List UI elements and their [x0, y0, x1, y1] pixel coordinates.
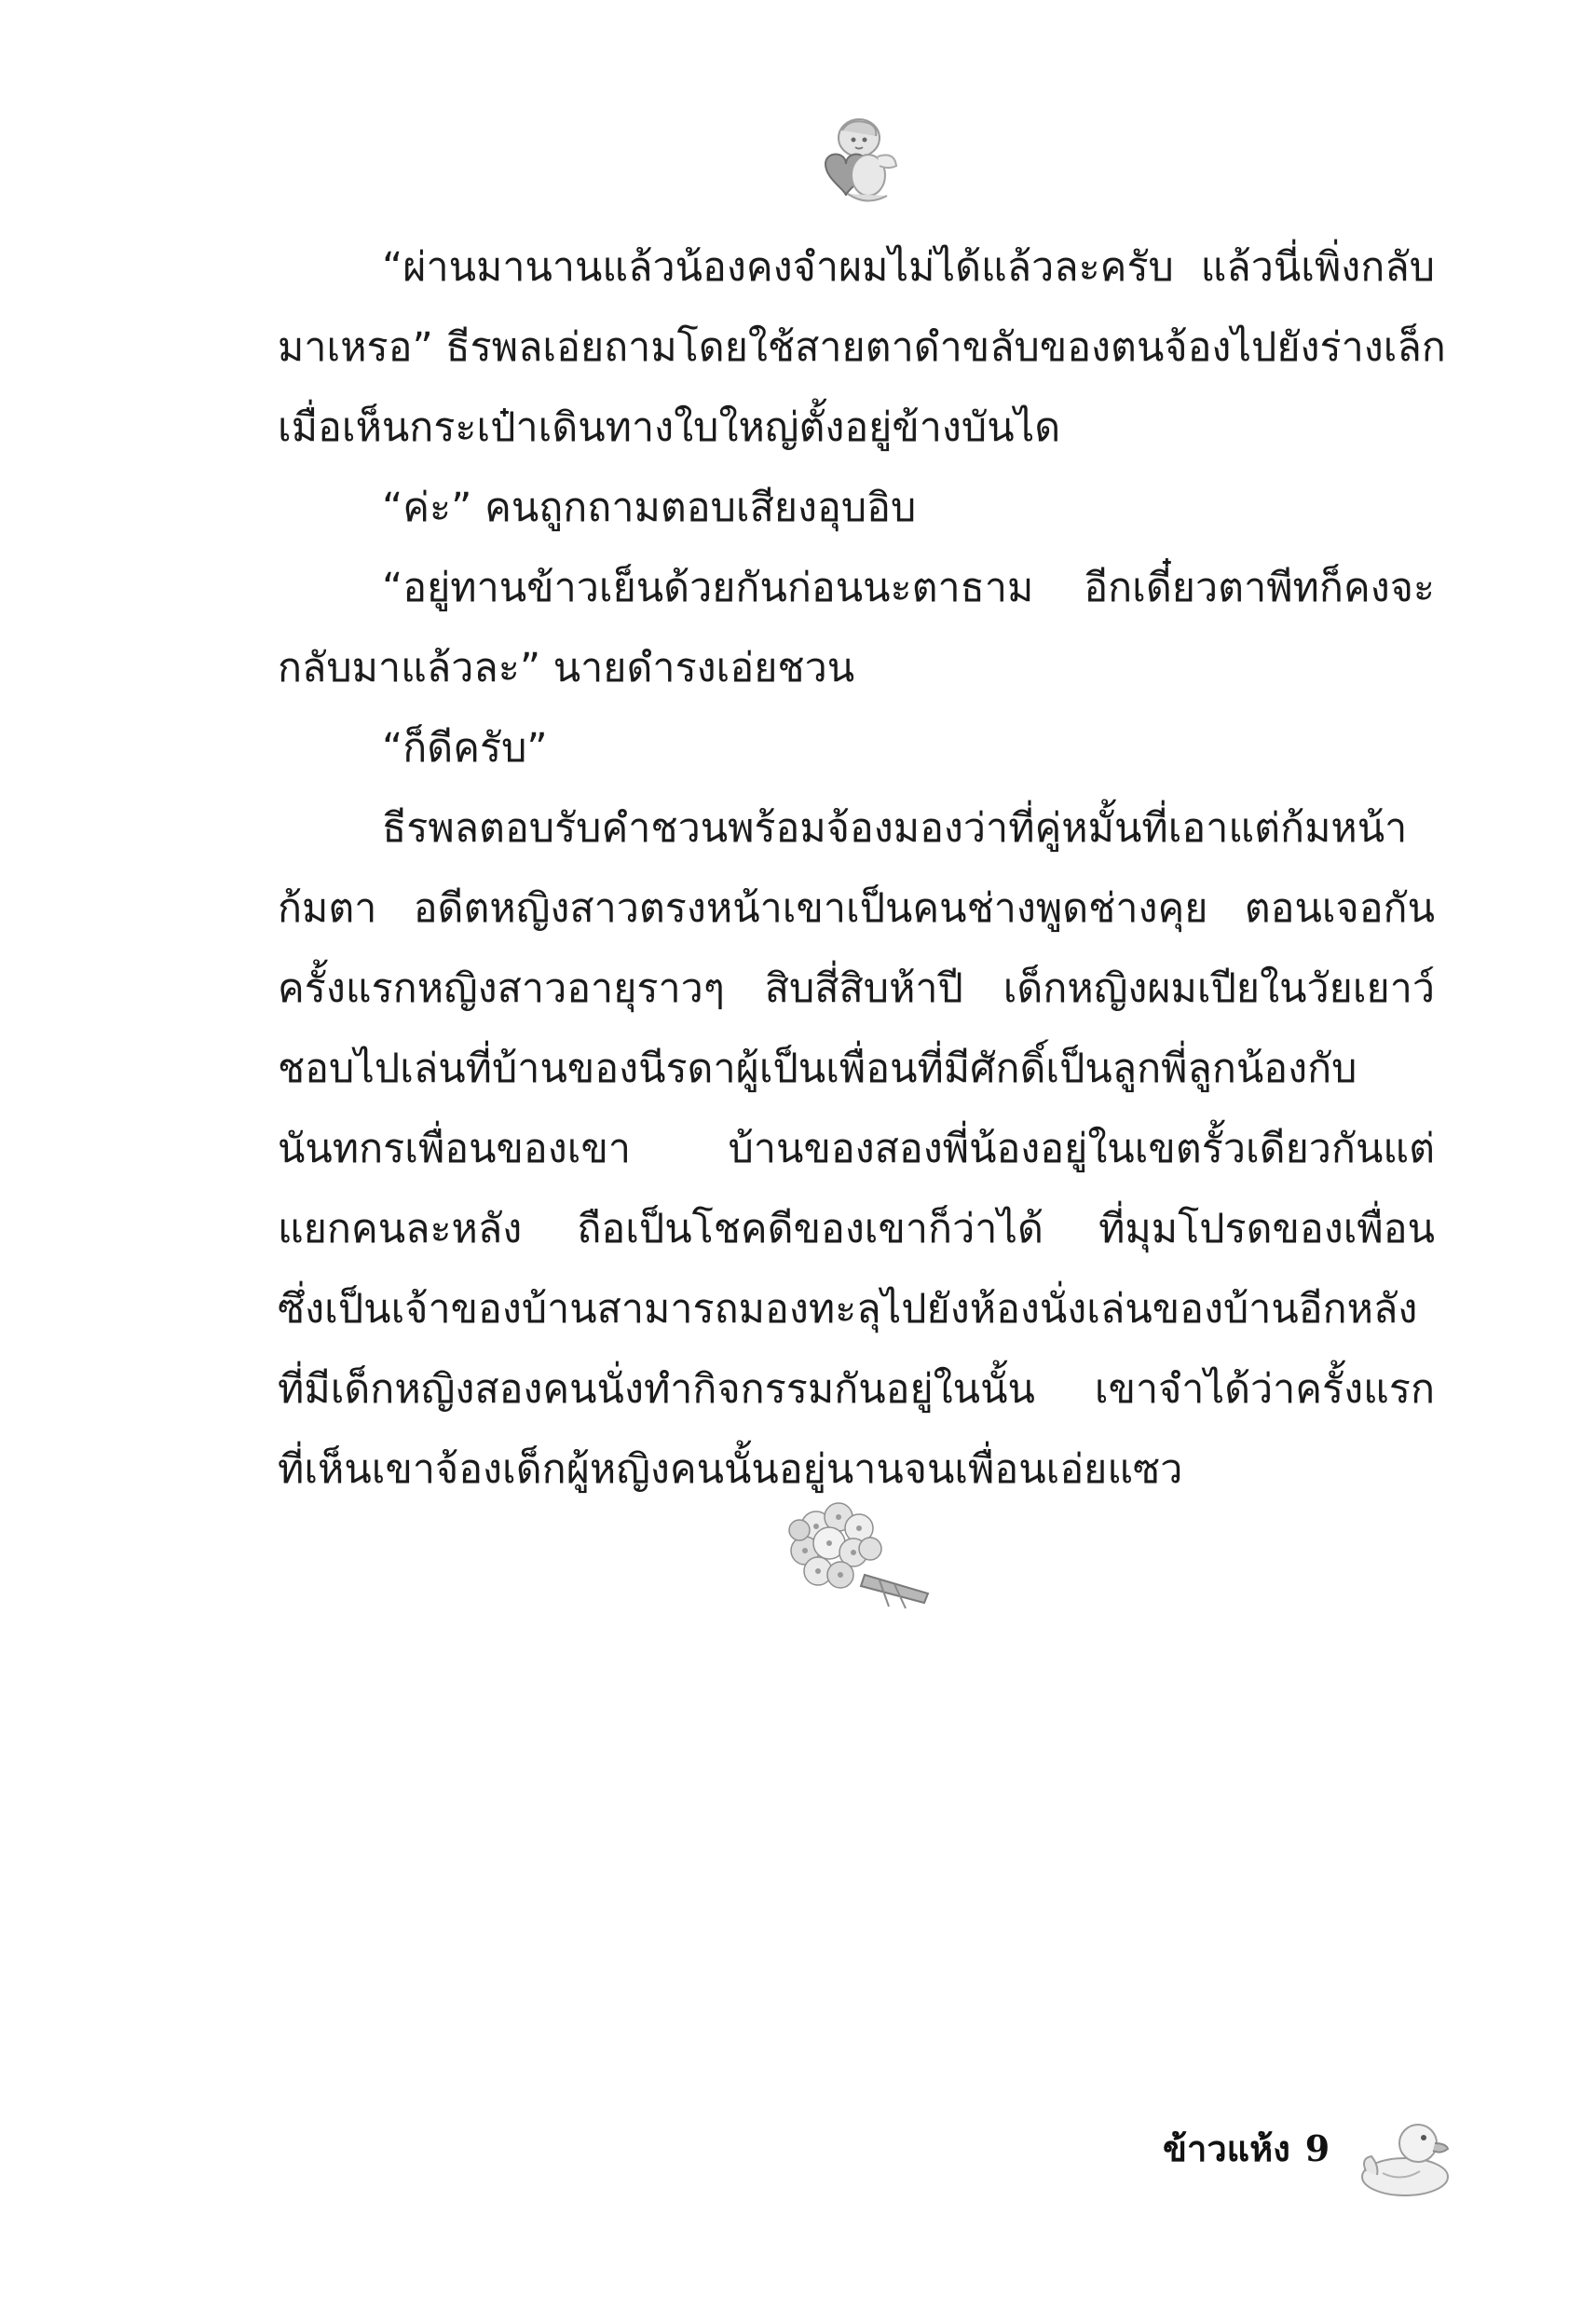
- text-line: นันทกรเพื่อนของเขา บ้านของสองพี่น้องอยู่ในเขตรั้วเดียวกันแต่: [278, 1126, 1435, 1172]
- text-line: ที่มีเด็กหญิงสองคนนั่งทำกิจกรรมกันอยู่ในนั้น เขาจำได้ว่าครั้งแรก: [278, 1366, 1435, 1413]
- text-line: “ผ่านมานานแล้วน้องคงจำผมไม่ได้แล้วละครับ แล้วนี่เพิ่งกลับ: [382, 244, 1435, 291]
- text-line: ธีรพลตอบรับคำชวนพร้อมจ้องมองว่าที่คู่หมั้นที่เอาแต่ก้มหน้า: [382, 805, 1408, 852]
- book-title: ข้าวแห้ง: [1163, 2127, 1290, 2169]
- text-line: แยกคนละหลัง ถือเป็นโชคดีของเขาก็ว่าได้ ที่มุมโปรดของเพื่อน: [278, 1206, 1435, 1252]
- cherub-with-heart-icon: [798, 110, 900, 212]
- text-line: ครั้งแรกหญิงสาวอายุราวๆ สิบสี่สิบห้าปี เด็กหญิงผมเปียในวัยเยาว์: [278, 965, 1435, 1012]
- text-line: “ก็ดีครับ”: [382, 725, 548, 772]
- text-line: มาเหรอ” ธีรพลเอ่ยถามโดยใช้สายตาดำขลับของตนจ้องไปยังร่างเล็ก: [278, 324, 1446, 371]
- running-footer: [1163, 2128, 1330, 2169]
- text-line: ก้มตา อดีตหญิงสาวตรงหน้าเขาเป็นคนช่างพูดช่างคุย ตอนเจอกัน: [278, 885, 1435, 932]
- rubber-duck-icon: [1349, 2115, 1452, 2199]
- page-number: 9: [1304, 2127, 1330, 2169]
- text-line: ที่เห็นเขาจ้องเด็กผู้หญิงคนนั้นอยู่นานจนเพื่อนเอ่ยแซว: [278, 1446, 1183, 1493]
- story-text: [278, 227, 1446, 1510]
- flower-bouquet-icon: [779, 1489, 937, 1610]
- text-line: “อยู่ทานข้าวเย็นด้วยกันก่อนนะตาธาม อีกเดี๋ยวตาพีทก็คงจะ: [382, 565, 1435, 611]
- text-line: เมื่อเห็นกระเป๋าเดินทางใบใหญ่ตั้งอยู่ข้างบันได: [278, 404, 1061, 451]
- text-line: กลับมาแล้วละ” นายดำรงเอ่ยชวน: [278, 645, 855, 691]
- text-line: ชอบไปเล่นที่บ้านของนีรดาผู้เป็นเพื่อนที่มีศักดิ์เป็นลูกพี่ลูกน้องกับ: [278, 1046, 1357, 1092]
- text-line: ซึ่งเป็นเจ้าของบ้านสามารถมองทะลุไปยังห้องนั่งเล่นของบ้านอีกหลัง: [278, 1286, 1418, 1333]
- text-line: “ค่ะ” คนถูกถามตอบเสียงอุบอิบ: [382, 485, 917, 531]
